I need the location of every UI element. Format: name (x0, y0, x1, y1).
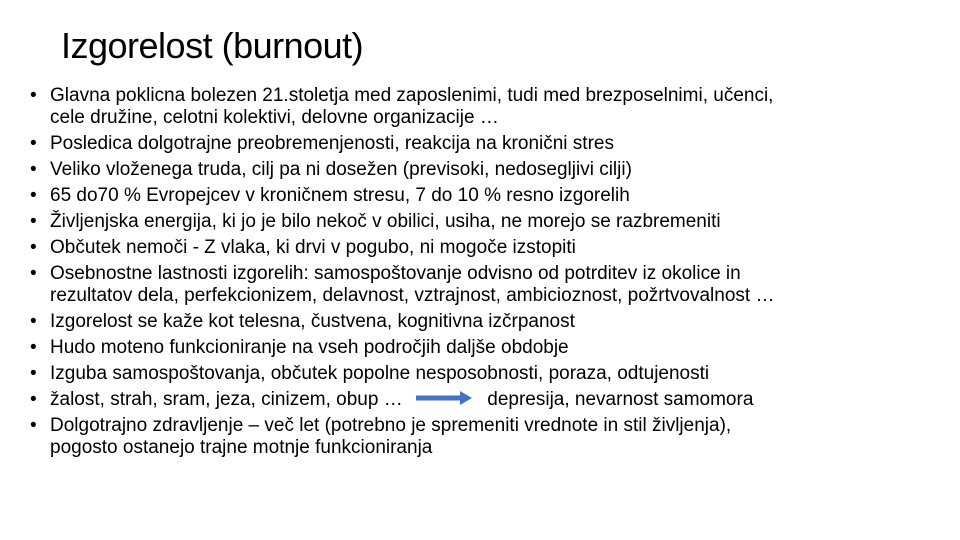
bullet-text-continued: pogosto ostanejo trajne motnje funkcioniranja (50, 437, 433, 458)
bullet-text: Veliko vloženega truda, cilj pa ni dosežen (previsoki, nedosegljivi cilji) (50, 159, 632, 180)
bullet-dot: • (30, 389, 37, 410)
bullet-dot: • (30, 311, 37, 332)
bullet-item (30, 263, 940, 307)
bullet-text-continued: cele družine, celotni kolektivi, delovne organizacije … (50, 107, 499, 128)
bullet-dot: • (30, 85, 37, 106)
bullet-dot: • (30, 363, 37, 384)
bullet-text: 65 do70 % Evropejcev v kroničnem stresu, 7 do 10 % resno izgorelih (50, 185, 630, 206)
bullet-dot: • (30, 337, 37, 358)
bullet-text: Glavna poklicna bolezen 21.stoletja med zaposlenimi, tudi med brezposelnimi, učenci, (50, 85, 774, 106)
bullet-text-after-arrow: depresija, nevarnost samomora (487, 389, 754, 410)
bullet-item (30, 389, 940, 411)
bullet-item (30, 363, 940, 385)
bullet-item (30, 185, 940, 207)
bullet-item (30, 133, 940, 155)
slide-title: Izgorelost (burnout) (61, 25, 364, 66)
bullet-text: Izgorelost se kaže kot telesna, čustvena, kognitivna izčrpanost (50, 311, 575, 332)
bullet-text: Hudo moteno funkcioniranje na vseh področjih daljše obdobje (50, 337, 569, 358)
bullet-item (30, 337, 940, 359)
bullet-text: Izguba samospoštovanja, občutek popolne nesposobnosti, poraza, odtujenosti (50, 363, 710, 384)
bullet-item (30, 85, 940, 129)
right-arrow-icon (416, 391, 472, 405)
bullet-item (30, 415, 940, 459)
bullet-dot: • (30, 185, 37, 206)
bullet-text: Življenjska energija, ki jo je bilo nekoč v obilici, usiha, ne morejo se razbremeniti (50, 211, 721, 232)
bullet-text: Dolgotrajno zdravljenje – več let (potrebno je spremeniti vrednote in stil življenja), (50, 415, 732, 436)
bullet-dot: • (30, 263, 37, 284)
bullet-dot: • (30, 159, 37, 180)
bullet-item (30, 211, 940, 233)
arrow-shape (416, 391, 472, 405)
bullet-text: Osebnostne lastnosti izgorelih: samospoštovanje odvisno od potrditev iz okolice in (50, 263, 741, 284)
bullet-text-continued: rezultatov dela, perfekcionizem, delavnost, vztrajnost, ambicioznost, požrtvovalnost … (50, 285, 775, 306)
bullet-text: žalost, strah, sram, jeza, cinizem, obup … (50, 389, 403, 410)
bullet-dot: • (30, 237, 37, 258)
bullet-text: Posledica dolgotrajne preobremenjenosti, reakcija na kronični stres (50, 133, 614, 154)
bullet-text: Občutek nemoči - Z vlaka, ki drvi v pogubo, ni mogoče izstopiti (50, 237, 576, 258)
bullet-list (30, 85, 940, 463)
bullet-item (30, 159, 940, 181)
bullet-item (30, 311, 940, 333)
bullet-dot: • (30, 133, 37, 154)
bullet-item (30, 237, 940, 259)
bullet-dot: • (30, 415, 37, 436)
bullet-dot: • (30, 211, 37, 232)
